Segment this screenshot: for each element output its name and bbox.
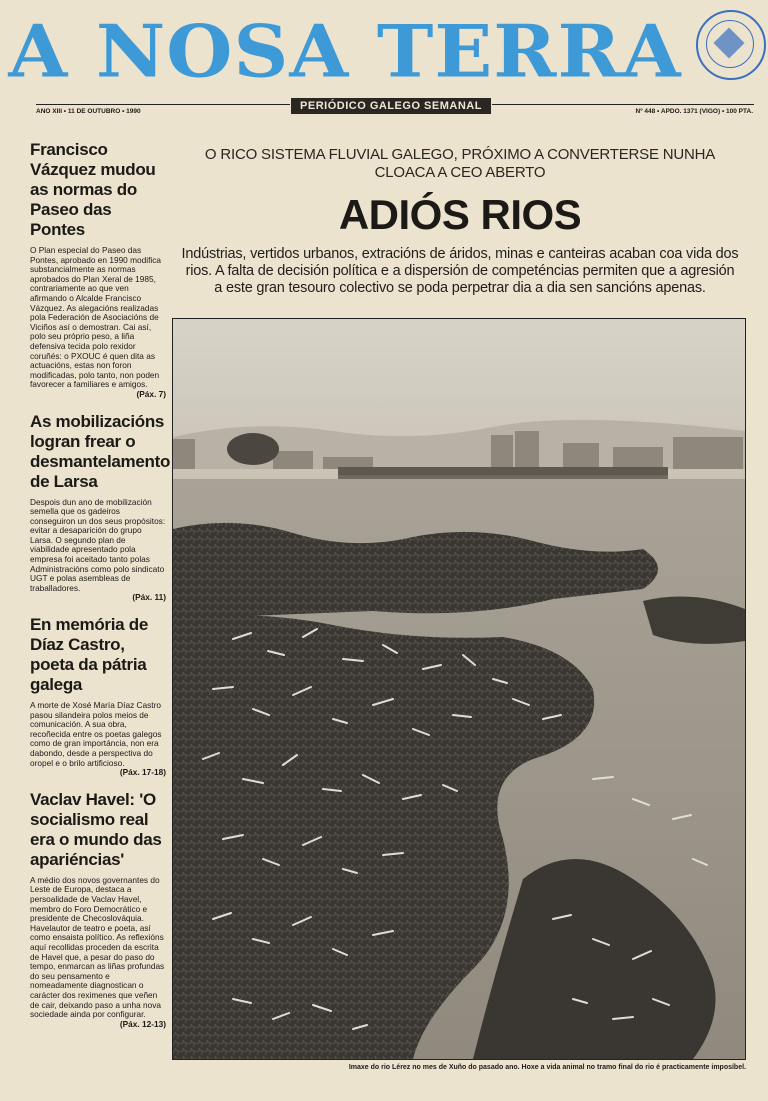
issue-date: ANO XIII • 11 DE OUTUBRO • 1990 [36, 108, 141, 115]
sidebar-story[interactable] [30, 411, 171, 604]
river-photo-illustration [173, 319, 745, 1059]
story-page-ref[interactable]: (Páx. 17-18) [119, 767, 166, 778]
story-body: O Plan especial do Paseo das Pontes, aprobado en 1990 modifica substancialmente as normas aprobados do Plan Xeral de 1985, contrariamente ao que ven afirmando o Alcalde Francisco Vázquez. As alegacións realizadas pola Federación de Asociacións de Viciños así o demostran. Cai así, polo seu próprio peso, a liña defensiva tecida polo rexidor coruñés: o PXOUC é quen dita as actuacións, estas non foron modificadas, polo tanto, non poden favorecer a familiares e amigos. [30, 245, 162, 390]
story-headline[interactable]: En memória de Díaz Castro, poeta da pátria galega [30, 615, 148, 695]
lead-subhead: Indústrias, vertidos urbanos, extracións de áridos, minas e canteiras acaban coa vida dos rios. A falta de decisión política e a dispersión de competéncias permiten que a agresión a este gran tesouro colectivo se poda perpetrar dia a dia sen sancións apenas. [181, 246, 739, 296]
sidebar-story[interactable] [30, 140, 166, 400]
masthead-tagline: PERIÓDICO GALEGO SEMANAL [291, 98, 491, 114]
masthead-rule-left [36, 104, 290, 105]
tree [227, 433, 279, 465]
story-body: A médio dos novos governantes do Leste de Europa, destaca a persoalidade de Vaclav Havel, membro do Foro Democrático e presidente de Checoslováquia. Havelautor de teatro e poeta, así como ensaista político. As reflexións aquí recollidas proceden da escrita de Havel que, a pesar do paso do tempo, enmarcan as liñas profundas do seu pensamento e nomeadamente diagnostican o carácter dos reximenes que veñen de cair, deixando paso a unha nova sociedade ainda por configurar. [30, 874, 165, 1020]
masthead-rule-right [492, 104, 754, 105]
lead-kicker: O RICO SISTEMA FLUVIAL GALEGO, PRÓXIMO A CONVERTERSE NUNHA CLOACA A CEO ABERTO [204, 146, 716, 181]
sidebar [30, 140, 171, 1041]
sidebar-story[interactable] [30, 790, 166, 1030]
lead-headline[interactable]: ADIÓS RIOS [338, 191, 582, 238]
story-headline[interactable]: As mobilizacións logran frear o desmantelamento de Larsa [30, 411, 171, 491]
story-page-ref[interactable]: (Páx. 11) [132, 592, 166, 603]
story-body: A morte de Xosé María Díaz Castro pasou silandeira polos meios de comunicación. A sua obra, recoñecida entre os poetas galegos como de gran importáncia, non era dabondo, desde a perspectiva do oropel e o brilo artificioso. [30, 700, 162, 768]
story-body: Despois dun ano de mobilización semella que os gadeiros conseguiron un dos seus propósitos: evitar a desaparición do grupo Larsa. O segundo plan de viabilidade apresentado pola empresa foi aceitado tanto polas Administracións como polo sindicato UGT e polas asembleas de traballadores. [30, 496, 166, 593]
library-stamp [696, 10, 766, 80]
lead-photo [172, 318, 746, 1060]
sidebar-story[interactable] [30, 615, 166, 778]
issue-number-price: Nº 448 • APDO. 1371 (VIGO) • 100 PTA. [635, 108, 753, 115]
story-headline[interactable]: Francisco Vázquez mudou as normas do Paseo das Pontes [30, 140, 156, 239]
masthead-title: A NOSA TERRA [8, 9, 682, 94]
story-headline[interactable]: Vaclav Havel: 'O socialismo real era o mundo das apariéncias' [30, 789, 162, 869]
photo-caption: Imaxe do rio Lérez no mes de Xuño do pasado ano. Hoxe a vida animal no tramo final do rio é practicamente imposíbel. [348, 1064, 746, 1071]
story-page-ref[interactable]: (Páx. 7) [136, 388, 166, 399]
story-page-ref[interactable]: (Páx. 12-13) [119, 1018, 166, 1029]
